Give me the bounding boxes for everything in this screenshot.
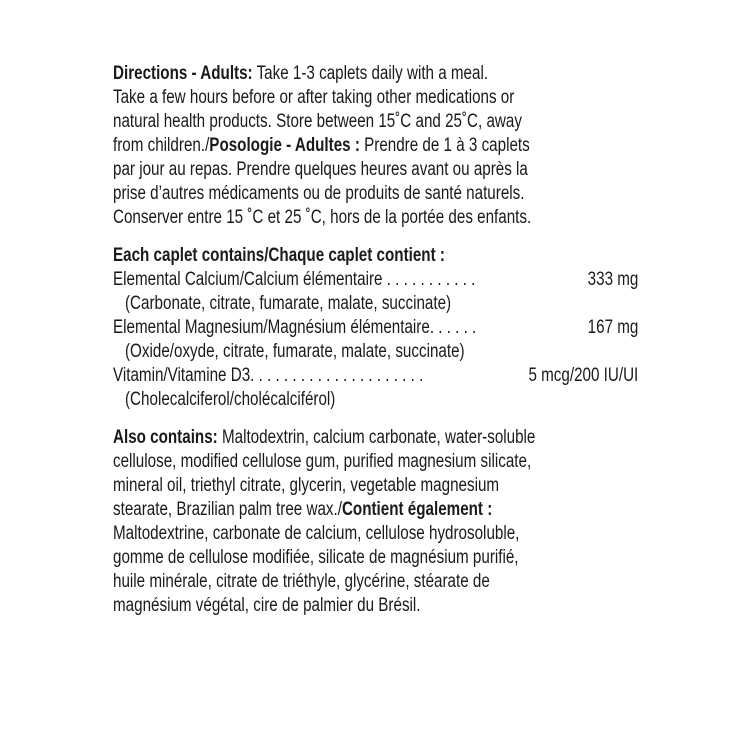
- section-spacer: [113, 230, 673, 244]
- directions-section: [113, 62, 673, 230]
- directions-line-6: prise d’autres médicaments ou de produits de santé naturels.: [113, 183, 525, 204]
- directions-line-1: Directions - Adults: Take 1-3 caplets daily with a meal.: [113, 63, 489, 84]
- also-contains-line-6: gomme de cellulose modifiée, silicate de magnésium purifié,: [113, 547, 519, 568]
- directions-line-3: natural health products. Store between 15˚C and 25˚C, away: [113, 111, 522, 132]
- ingredient-amount: 5 mcg/200 IU/UI: [528, 365, 638, 386]
- also-contains-section: [113, 426, 673, 618]
- directions-line-4: from children./Posologie - Adultes : Prendre de 1 à 3 caplets: [113, 135, 530, 156]
- also-contains-line-1: Also contains: Maltodextrin, calcium carbonate, water-soluble: [113, 427, 536, 448]
- also-contains-line-5: Maltodextrine, carbonate de calcium, cellulose hydrosoluble,: [113, 523, 520, 544]
- ingredient-row-magnesium: [113, 316, 638, 340]
- also-contains-heading-en: Also contains:: [113, 427, 218, 448]
- ingredient-detail-magnesium: (Oxide/oxyde, citrate, fumarate, malate, succinate): [125, 341, 465, 362]
- also-contains-heading-fr: Contient également :: [341, 499, 493, 520]
- ingredients-heading: Each caplet contains/Chaque caplet contient :: [113, 245, 445, 266]
- directions-heading-fr: Posologie - Adultes :: [209, 135, 360, 156]
- ingredient-amount: 333 mg: [587, 269, 638, 290]
- ingredient-row-calcium: [113, 268, 638, 292]
- ingredient-detail-calcium: (Carbonate, citrate, fumarate, malate, succinate): [125, 293, 452, 314]
- directions-line-7: Conserver entre 15 ˚C et 25 ˚C, hors de la portée des enfants.: [113, 207, 532, 228]
- also-contains-line-3: mineral oil, triethyl citrate, glycerin, vegetable magnesium: [113, 475, 500, 496]
- directions-line-5: par jour au repas. Prendre quelques heures avant ou après la: [113, 159, 528, 180]
- also-contains-line-2: cellulose, modified cellulose gum, purified magnesium silicate,: [113, 451, 532, 472]
- ingredient-label: Elemental Magnesium/Magnésium élémentaire. . . . . .: [113, 317, 477, 338]
- ingredient-row-vitamin-d3: [113, 364, 638, 388]
- also-contains-line-7: huile minérale, citrate de triéthyle, glycérine, stéarate de: [113, 571, 490, 592]
- also-contains-line-8: magnésium végétal, cire de palmier du Brésil.: [113, 595, 421, 616]
- directions-heading-en: Directions - Adults:: [113, 63, 253, 84]
- ingredient-detail-vitamin-d3: (Cholecalciferol/cholécalciférol): [125, 389, 336, 410]
- ingredient-amount: 167 mg: [587, 317, 638, 338]
- section-spacer: [113, 412, 673, 426]
- ingredient-label: Elemental Calcium/Calcium élémentaire . . . . . . . . . . .: [113, 269, 476, 290]
- directions-line-2: Take a few hours before or after taking other medications or: [113, 87, 515, 108]
- also-contains-line-4: stearate, Brazilian palm tree wax./Contient également :: [113, 499, 493, 520]
- product-label: [113, 62, 673, 618]
- ingredients-section: [113, 244, 673, 412]
- ingredient-label: Vitamin/Vitamine D3. . . . . . . . . . . . . . . . . . . . .: [113, 365, 424, 386]
